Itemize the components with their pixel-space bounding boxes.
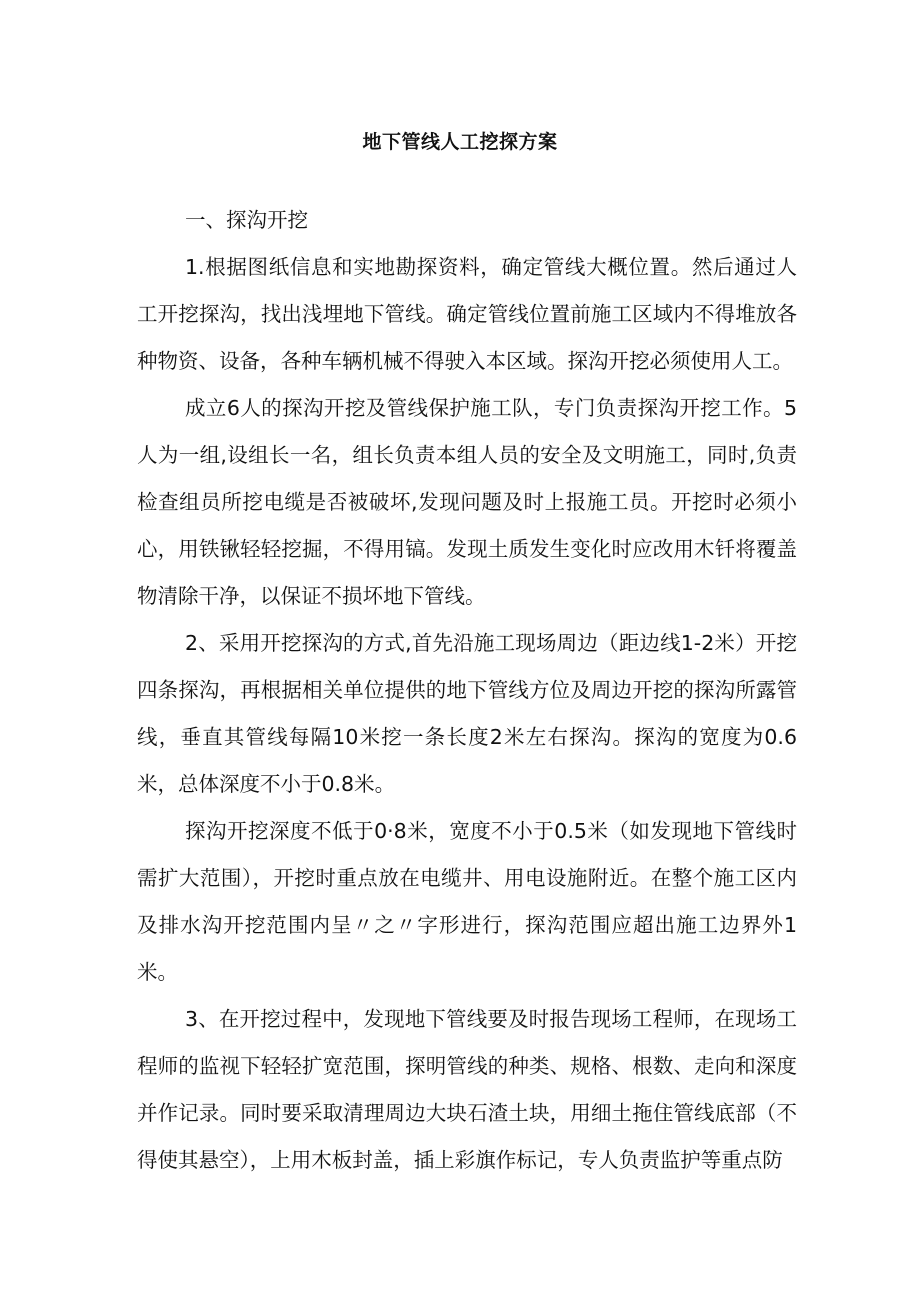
paragraph: 1.根据图纸信息和实地勘探资料，确定管线大概位置。然后通过人工开挖探沟，找出浅埋地下管线。确定管线位置前施工区域内不得堆放各种物资、设备，各种车辆机械不得驶入本区域。探沟开挖必须使用人工。 [137, 255, 797, 373]
paragraph: 2、采用开挖探沟的方式,首先沿施工现场周边（距边线1-2米）开挖四条探沟，再根据相关单位提供的地下管线方位及周边开挖的探沟所露管线，垂直其管线每隔10米挖一条长度2米左右探沟。探沟的宽度为0.6米，总体深度不小于0.8米。 [137, 631, 797, 796]
document-body [137, 197, 797, 1184]
document-title: 地下管线人工挖探方案 [362, 131, 558, 153]
paragraph: 成立6人的探沟开挖及管线保护施工队，专门负责探沟开挖工作。5人为一组,设组长一名，组长负责本组人员的安全及文明施工，同时,负责检查组员所挖电缆是否被破坏,发现问题及时上报施工员。开挖时必须小心，用铁锹轻轻挖掘，不得用镐。发现土质发生变化时应改用木钎将覆盖物清除干净，以保证不损坏地下管线。 [137, 396, 797, 608]
paragraph: 探沟开挖深度不低于0·8米，宽度不小于0.5米（如发现地下管线时需扩大范围），开挖时重点放在电缆井、用电设施附近。在整个施工区内及排水沟开挖范围内呈〃之〃字形进行，探沟范围应超出施工边界外1米。 [137, 819, 797, 984]
paragraph: 3、在开挖过程中，发现地下管线要及时报告现场工程师，在现场工程师的监视下轻轻扩宽范围，探明管线的种类、规格、根数、走向和深度并作记录。同时要采取清理周边大块石渣土块，用细土拖住管线底部（不得使其悬空），上用木板封盖，插上彩旗作标记，专人负责监护等重点防 [137, 1007, 797, 1172]
section-heading: 一、探沟开挖 [185, 208, 308, 232]
